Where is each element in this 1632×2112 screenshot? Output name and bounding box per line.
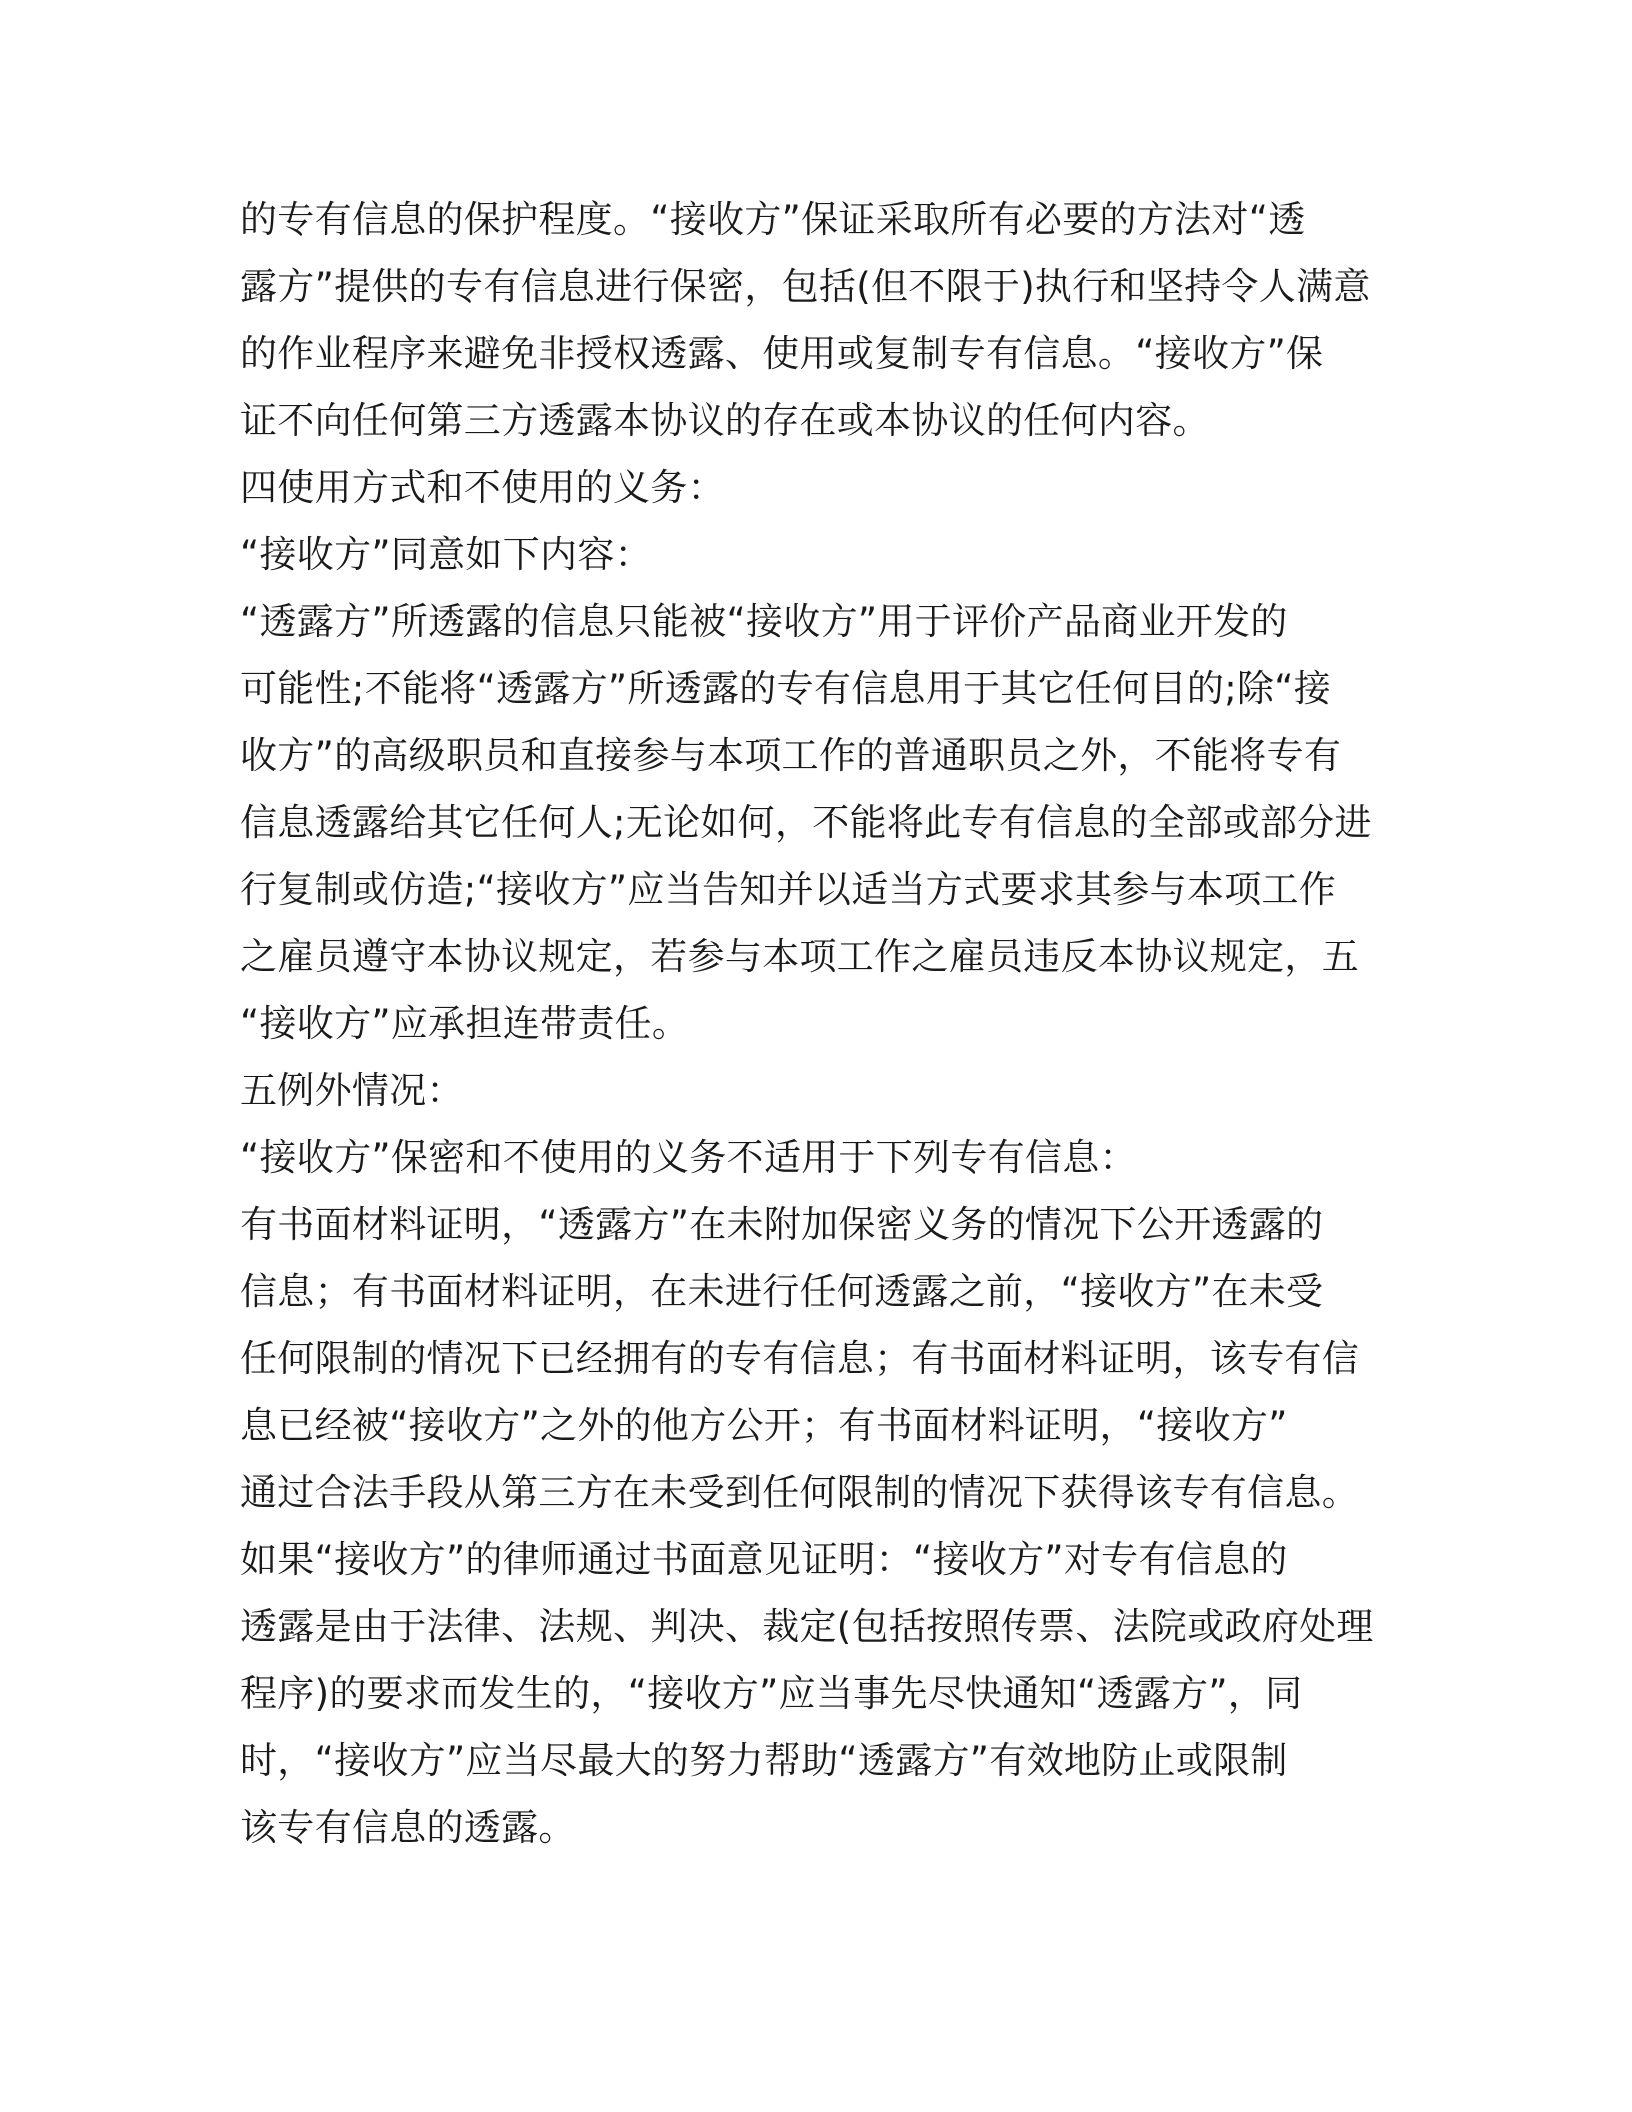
text-line: 证不向任何第三方透露本协议的存在或本协议的任何内容。 <box>240 399 1210 442</box>
text-line: “接收方”同意如下内容： <box>240 533 652 576</box>
document-body <box>240 186 1390 1861</box>
text-line: 息已经被“接收方”之外的他方公开；有书面材料证明，“接收方” <box>240 1404 1288 1447</box>
text-line: 之雇员遵守本协议规定，若参与本项工作之雇员违反本协议规定，五 <box>240 935 1359 978</box>
text-line: 有书面材料证明，“透露方”在未附加保密义务的情况下公开透露的 <box>240 1203 1324 1246</box>
text-line: 透露是由于法律、法规、判决、裁定(包括按照传票、法院或政府处理 <box>240 1605 1374 1648</box>
text-line: 的专有信息的保护程度。“接收方”保证采取所有必要的方法对“透 <box>240 198 1306 241</box>
text-line: 的作业程序来避免非授权透露、使用或复制专有信息。“接收方”保 <box>240 332 1324 375</box>
text-line: 通过合法手段从第三方在未受到任何限制的情况下获得该专有信息。 <box>240 1471 1359 1514</box>
text-line: “接收方”保密和不使用的义务不适用于下列专有信息： <box>240 1136 1137 1179</box>
text-line: 露方”提供的专有信息进行保密，包括(但不限于)执行和坚持令人满意 <box>240 265 1371 308</box>
text-line: “透露方”所透露的信息只能被“接收方”用于评价产品商业开发的 <box>240 600 1288 643</box>
text-line: 时，“接收方”应当尽最大的努力帮助“透露方”有效地防止或限制 <box>240 1739 1288 1782</box>
text-line: 信息；有书面材料证明，在未进行任何透露之前，“接收方”在未受 <box>240 1270 1324 1313</box>
text-line: 程序)的要求而发生的，“接收方”应当事先尽快通知“透露方”，同 <box>240 1672 1303 1715</box>
section-heading: 四使用方式和不使用的义务： <box>240 466 725 509</box>
text-line: 行复制或仿造;“接收方”应当告知并以适当方式要求其参与本项工作 <box>240 868 1337 911</box>
text-line: “接收方”应承担连带责任。 <box>240 1002 690 1045</box>
text-line: 信息透露给其它任何人;无论如何，不能将此专有信息的全部或部分进 <box>240 801 1372 844</box>
section-heading: 五例外情况： <box>240 1069 464 1112</box>
text-line: 如果“接收方”的律师通过书面意见证明：“接收方”对专有信息的 <box>240 1538 1288 1581</box>
text-line: 该专有信息的透露。 <box>240 1806 576 1849</box>
text-line: 可能性;不能将“透露方”所透露的专有信息用于其它任何目的;除“接 <box>240 667 1332 710</box>
text-line: 收方”的高级职员和直接参与本项工作的普通职员之外，不能将专有 <box>240 734 1342 777</box>
text-line: 任何限制的情况下已经拥有的专有信息；有书面材料证明，该专有信 <box>240 1337 1359 1380</box>
